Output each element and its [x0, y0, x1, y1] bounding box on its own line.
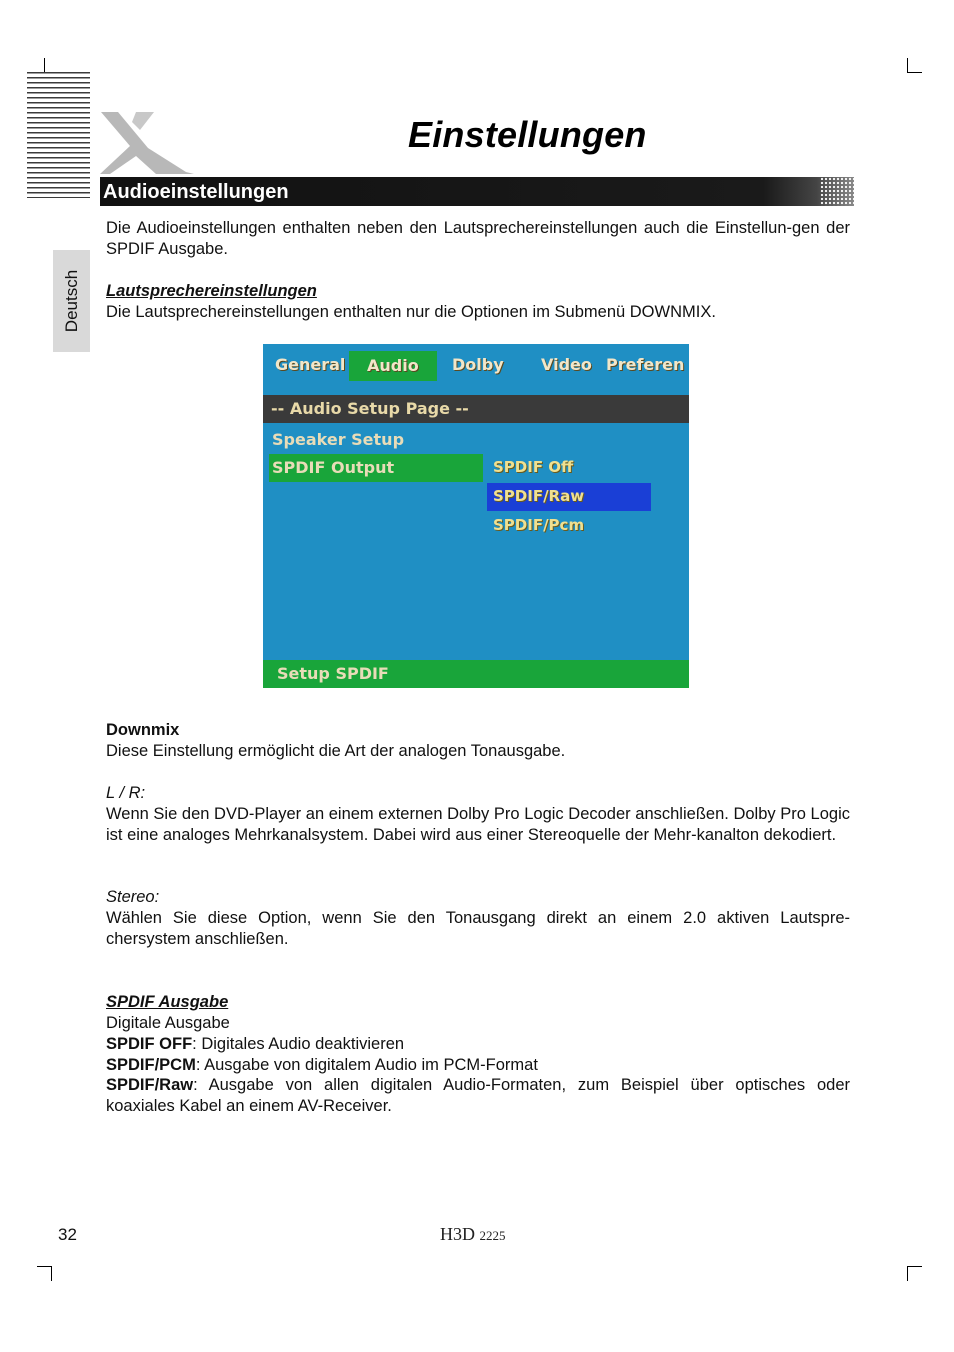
osd-screenshot: [263, 344, 689, 688]
lr-text: Wenn Sie den DVD-Player an einem externen Dolby Pro Logic Decoder anschließen. Dolby Pro Logic ist eine analoges Mehrkanalsystem. Dabei wird aus einer Stereoquelle der Mehr-kanalton dekodiert.: [106, 805, 850, 844]
spdif-item-term: SPDIF/Raw: [106, 1076, 194, 1094]
osd-tab-general: General: [275, 355, 346, 374]
spdif-item-raw: [106, 1075, 850, 1117]
osd-tab-dolby: Dolby: [452, 355, 504, 374]
osd-page-title: -- Audio Setup Page --: [271, 399, 469, 418]
spdif-subtitle: Digitale Ausgabe: [106, 1014, 230, 1032]
osd-option-spdif-raw: SPDIF/Raw: [493, 487, 585, 505]
downmix-text: Diese Einstellung ermöglicht die Art der analogen Tonausgabe.: [106, 742, 566, 760]
spdif-item-term: SPDIF/PCM: [106, 1056, 196, 1074]
crop-mark-top-right: [907, 58, 922, 73]
page-title: Einstellungen: [408, 114, 647, 155]
osd-option-spdif-pcm: SPDIF/Pcm: [493, 516, 585, 534]
crop-mark-bottom-right: [907, 1266, 922, 1281]
osd-tab-preferen: Preferen: [606, 355, 685, 374]
spdif-heading: SPDIF Ausgabe: [106, 993, 229, 1011]
osd-page-bar: [263, 395, 689, 423]
footer-model-brand: H3D: [440, 1224, 475, 1244]
section-bar-pattern: [820, 177, 854, 206]
brand-x-logo: [96, 108, 196, 178]
intro-paragraph: Die Audioeinstellungen enthalten neben den Lautsprechereinstellungen auch die Einstellun-gen der SPDIF Ausgabe.: [106, 219, 850, 258]
spdif-item-off: [106, 1034, 850, 1055]
osd-tab-video: Video: [541, 355, 592, 374]
footer-model-number: 2225: [479, 1228, 506, 1243]
spdif-item-desc: : Ausgabe von allen digitalen Audio-Formaten, zum Beispiel über optisches oder koaxiales Kabel an einem AV-Receiver.: [106, 1076, 850, 1115]
spdif-item-term: SPDIF OFF: [106, 1035, 193, 1053]
osd-menubar: [263, 344, 689, 392]
osd-status-bar: [263, 660, 689, 688]
downmix-heading: Downmix: [106, 721, 180, 739]
spdif-item-desc: : Digitales Audio deaktivieren: [192, 1035, 405, 1053]
osd-option-spdif-off: SPDIF Off: [493, 458, 574, 476]
osd-status-text: Setup SPDIF: [277, 664, 389, 683]
stereo-label: Stereo:: [106, 888, 160, 906]
crop-mark-bottom-left: [37, 1266, 52, 1281]
stereo-text: Wählen Sie diese Option, wenn Sie den Tonausgang direkt an einem 2.0 aktiven Lautspre-chersystem anschließen.: [106, 909, 850, 948]
language-tab-label: Deutsch: [61, 269, 81, 333]
crop-mark-top-left: [30, 58, 45, 73]
spdif-item-desc: : Ausgabe von digitalem Audio im PCM-Format: [195, 1056, 538, 1074]
footer-model: [440, 1224, 506, 1245]
speaker-text: Die Lautsprechereinstellungen enthalten nur die Optionen im Submenü DOWNMIX.: [106, 303, 716, 321]
language-tab: [53, 250, 90, 352]
lr-label: L / R:: [106, 784, 146, 802]
header-stripes: [27, 72, 90, 198]
osd-menu-item-speaker-setup: Speaker Setup: [272, 430, 405, 449]
osd-tab-audio: Audio: [349, 351, 437, 381]
osd-menu-item-spdif-output: SPDIF Output: [272, 458, 395, 477]
page-number: 32: [58, 1225, 77, 1244]
spdif-item-pcm: [106, 1055, 850, 1076]
section-title: Audioeinstellungen: [103, 181, 289, 203]
speaker-heading: Lautsprechereinstellungen: [106, 282, 317, 300]
